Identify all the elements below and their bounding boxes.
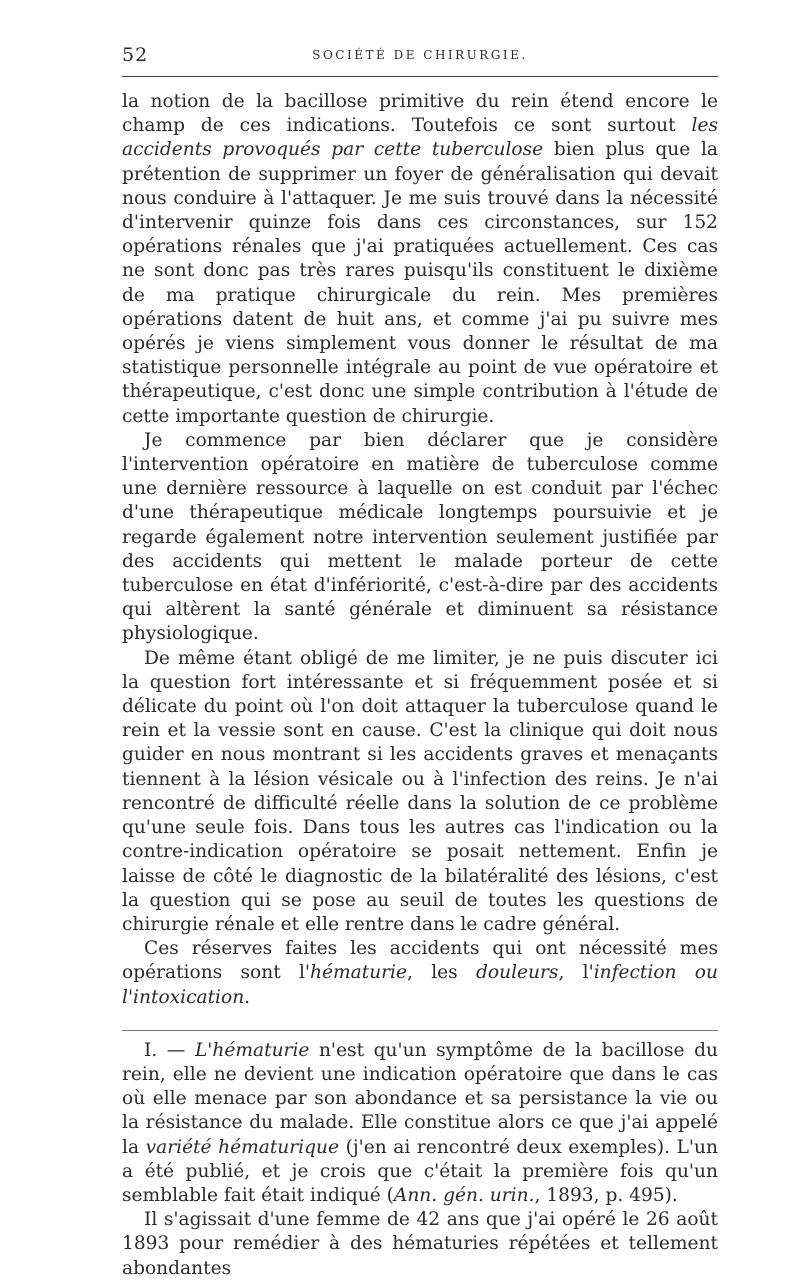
paragraph-1 — [122, 90, 718, 429]
italic-term: infection ou l'intoxication — [122, 962, 718, 1008]
paragraph-text: la notion de la bacillose primitive du rein étend encore le champ de ces indications. Toutefois ce sont surtout — [122, 91, 718, 137]
paragraph-text: , les — [407, 962, 476, 984]
italic-term: variété hématurique — [145, 1136, 339, 1158]
page-number: 52 — [122, 44, 149, 66]
paragraph-6: Il s'agissait d'une femme de 42 ans que j'ai opéré le 26 août 1893 pour remédier à des hématuries répétées et tellement abondantes — [122, 1209, 718, 1279]
paragraph-5 — [122, 1039, 718, 1208]
page-header — [122, 40, 718, 70]
section-heading: L'hématurie — [194, 1039, 310, 1061]
paragraph-text: (j'en ai rencontré deux exemples). L'un a été publié, et je crois que c'était la première fois qu'un semblable fait était indiqué ( — [122, 1136, 718, 1206]
running-title: SOCIÉTÉ DE CHIRURGIE. — [312, 48, 528, 62]
paragraph-text: bien plus que la prétention de supprimer un foyer de généralisation qui devait nous conduire à l'attaquer. Je me suis trouvé dans la nécessité d'intervenir quinze fois dans ces circonstances, sur 152 opérations rénales que j'ai pratiquées actuellement. Ces cas ne sont donc pas très rares puisqu'ils constituent le dixième de ma pratique chirurgicale du rein. Mes premières opérations datent de huit ans, et comme j'ai pu suivre mes opérés je viens simplement vous donner le résultat de ma statistique personnelle intégrale au point de vue opératoire et thérapeutique, c'est donc une simple contribution à l'étude de cette importante question de chirurgie. — [122, 139, 718, 427]
citation: Ann. gén. urin. — [393, 1184, 535, 1206]
paragraph-text: Ces réserves faites les accidents qui ont nécessité mes opérations sont l' — [122, 938, 718, 984]
section-divider — [122, 1030, 718, 1031]
paragraph-4 — [122, 937, 718, 1010]
italic-term: hématurie — [310, 962, 408, 984]
paragraph-3: De même étant obligé de me limiter, je ne puis discuter ici la question fort intéressante et si fréquemment posée et si délicate du point où l'on doit attaquer la tuberculose quand le rein et la vessie sont en cause. C'est la clinique qui doit nous guider en nous montrant si les accidents graves et menaçants tiennent à la lésion vésicale ou à l'infection des reins. Je n'ai rencontré de difficulté réelle dans la solution de ce problème qu'une seule fois. Dans tous les autres cas l'indication ou la contre-indication opératoire se posait nettement. Enfin je laisse de côté le diagnostic de la bilatéralité des lésions, c'est la question qui se pose au seuil de toutes les questions de chirurgie rénale et elle rentre dans le cadre général. — [122, 647, 718, 935]
section-number: I. — — [144, 1039, 195, 1061]
paragraph-text: n'est qu'un symptôme de la bacillose du rein, elle ne devient une indication opératoire que dans le cas où elle menace par son abondance et sa persistance la vie ou la résistance du malade. Elle constitue alors ce que j'ai appelé la — [122, 1039, 718, 1158]
paragraph-text: , l' — [558, 962, 594, 984]
italic-phrase: les accidents provoqués par cette tuberculose — [122, 115, 718, 161]
paragraph-text: , 1893, p. 495). — [534, 1184, 678, 1206]
header-rule — [122, 76, 718, 77]
italic-term: douleurs — [476, 962, 559, 984]
paragraph-2: Je commence par bien déclarer que je considère l'intervention opératoire en matière de tuberculose comme une dernière ressource à laquelle on est conduit par l'échec d'une thérapeutique médicale longtemps poursuivie et je regarde également notre intervention seulement justifiée par des accidents qui mettent le malade porteur de cette tuberculose en état d'infériorité, c'est-à-dire par des accidents qui altèrent la santé générale et diminuent sa résistance physiologique. — [122, 429, 718, 645]
body-text — [122, 90, 718, 1281]
paragraph-text: . — [244, 986, 251, 1008]
